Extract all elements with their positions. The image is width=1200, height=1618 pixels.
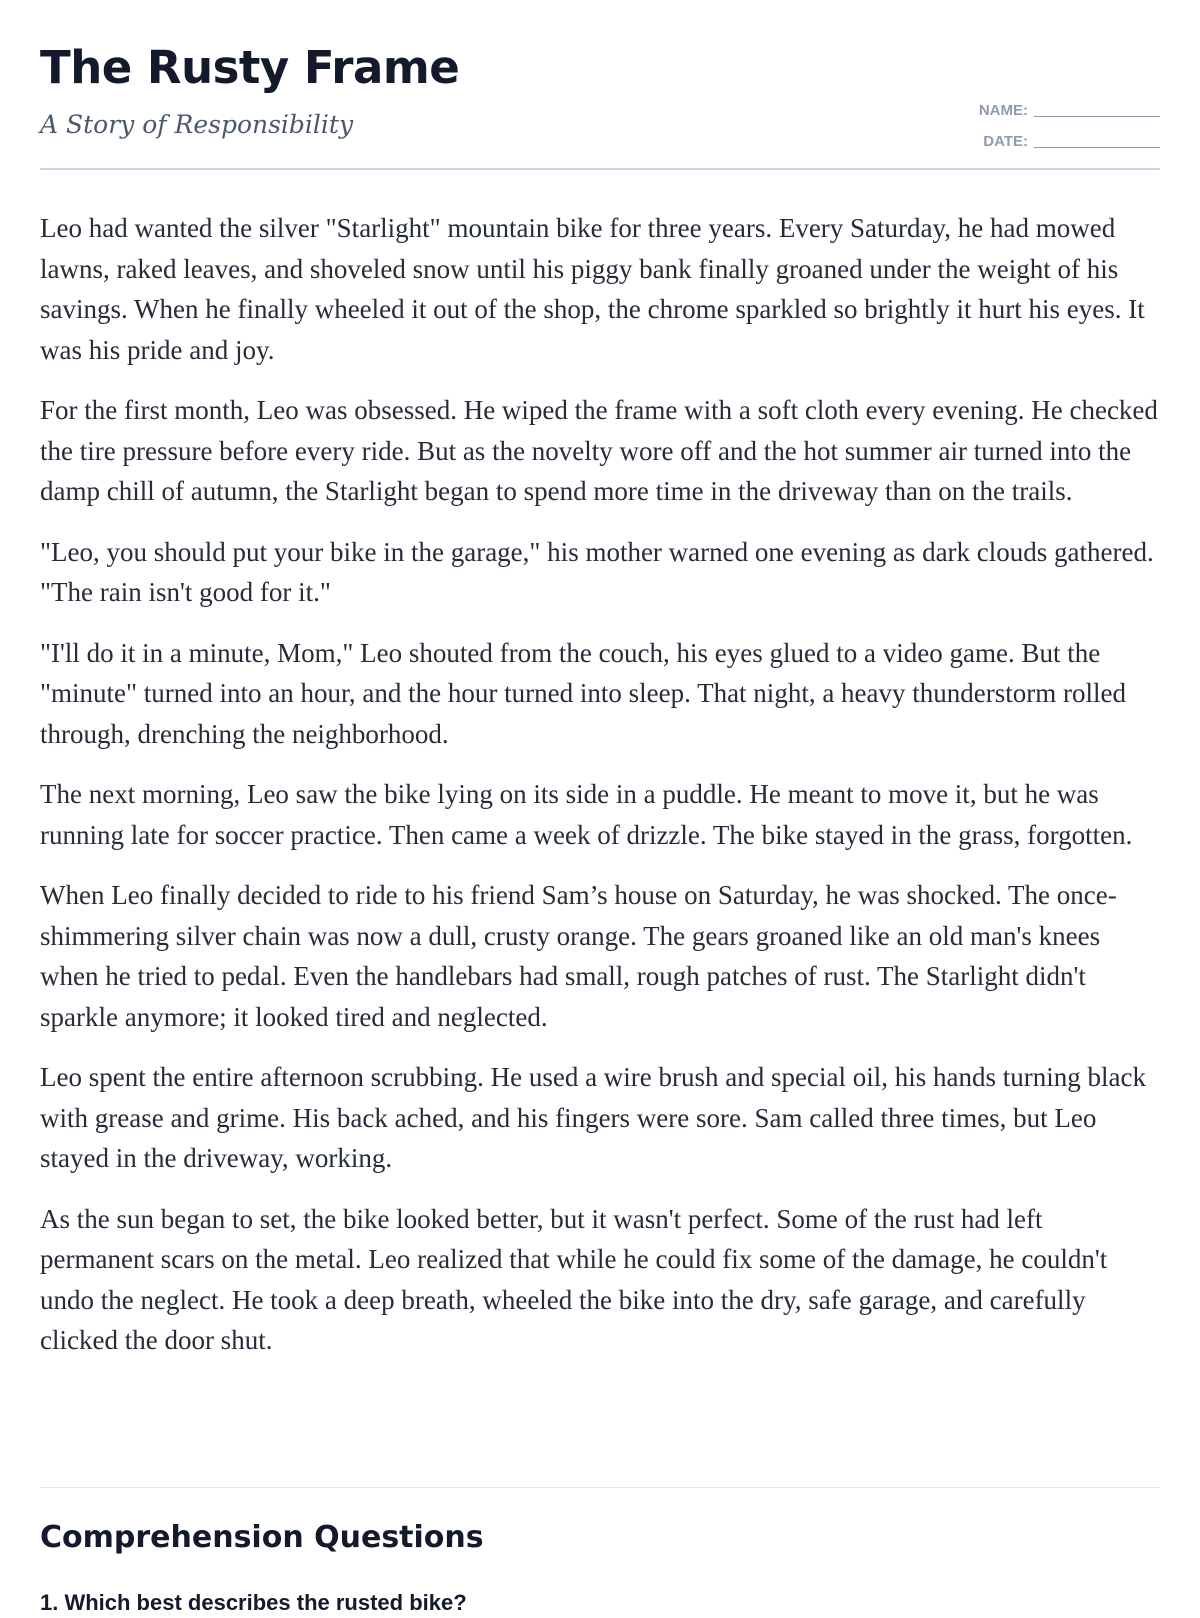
name-field[interactable] bbox=[979, 90, 1160, 121]
name-label: NAME: bbox=[978, 102, 1028, 119]
story-paragraph: "I'll do it in a minute, Mom," Leo shouted from the couch, his eyes glued to a video game. But the "minute" turned into an hour, and the hour turned into sleep. That night, a heavy thunderstorm rolled through, drenching the neighborhood. bbox=[40, 637, 1126, 749]
student-info-fields bbox=[979, 90, 1160, 152]
story-title: The Rusty Frame bbox=[40, 41, 460, 94]
worksheet-page bbox=[40, 0, 1160, 1615]
name-blank-line[interactable] bbox=[1034, 102, 1160, 117]
date-blank-line[interactable] bbox=[1034, 133, 1160, 148]
section-divider bbox=[40, 1487, 1160, 1488]
question-1: 1. Which best describes the rusted bike? bbox=[40, 1590, 467, 1615]
questions-heading: Comprehension Questions bbox=[40, 1520, 484, 1555]
worksheet-header bbox=[40, 0, 1160, 170]
date-label: DATE: bbox=[983, 133, 1028, 150]
story-paragraph: When Leo finally decided to ride to his friend Sam’s house on Saturday, he was shocked. The once-shimmering silver chain was now a dull, crusty orange. The gears groaned like an old man's knees when he tried to pedal. Even the handlebars had small, rough patches of rust. The Starlight didn't sparkle anymore; it looked tired and neglected. bbox=[40, 880, 1117, 1032]
story-paragraph: As the sun began to set, the bike looked better, but it wasn't perfect. Some of the rust had left permanent scars on the metal. Leo realized that while he could fix some of the damage, he couldn't undo the neglect. He took a deep breath, wheeled the bike into the dry, safe garage, and carefully clicked the door shut. bbox=[40, 1203, 1108, 1355]
story-subtitle: A Story of Responsibility bbox=[40, 110, 354, 139]
story-paragraph: For the first month, Leo was obsessed. He wiped the frame with a soft cloth every evening. He checked the tire pressure before every ride. But as the novelty wore off and the hot summer air turned into the damp chill of autumn, the Starlight began to spend more time in the driveway than on the trails. bbox=[40, 395, 1158, 506]
story-paragraph: Leo had wanted the silver "Starlight" mountain bike for three years. Every Saturday, he had mowed lawns, raked leaves, and shoveled snow until his piggy bank finally groaned under the weight of his savings. When he finally wheeled it out of the shop, the chrome sparkled so brightly it hurt his eyes. It was his pride and joy. bbox=[40, 213, 1145, 365]
date-field[interactable] bbox=[979, 121, 1160, 152]
story-paragraph: "Leo, you should put your bike in the garage," his mother warned one evening as dark clouds gathered. "The rain isn't good for it." bbox=[40, 536, 1154, 607]
story-paragraph: The next morning, Leo saw the bike lying on its side in a puddle. He meant to move it, but he was running late for soccer practice. Then came a week of drizzle. The bike stayed in the grass, forgotten. bbox=[40, 779, 1133, 850]
story-body bbox=[40, 208, 1160, 1381]
story-paragraph: Leo spent the entire afternoon scrubbing. He used a wire brush and special oil, his hands turning black with grease and grime. His back ached, and his fingers were sore. Sam called three times, but Leo stayed in the driveway, working. bbox=[40, 1062, 1146, 1173]
